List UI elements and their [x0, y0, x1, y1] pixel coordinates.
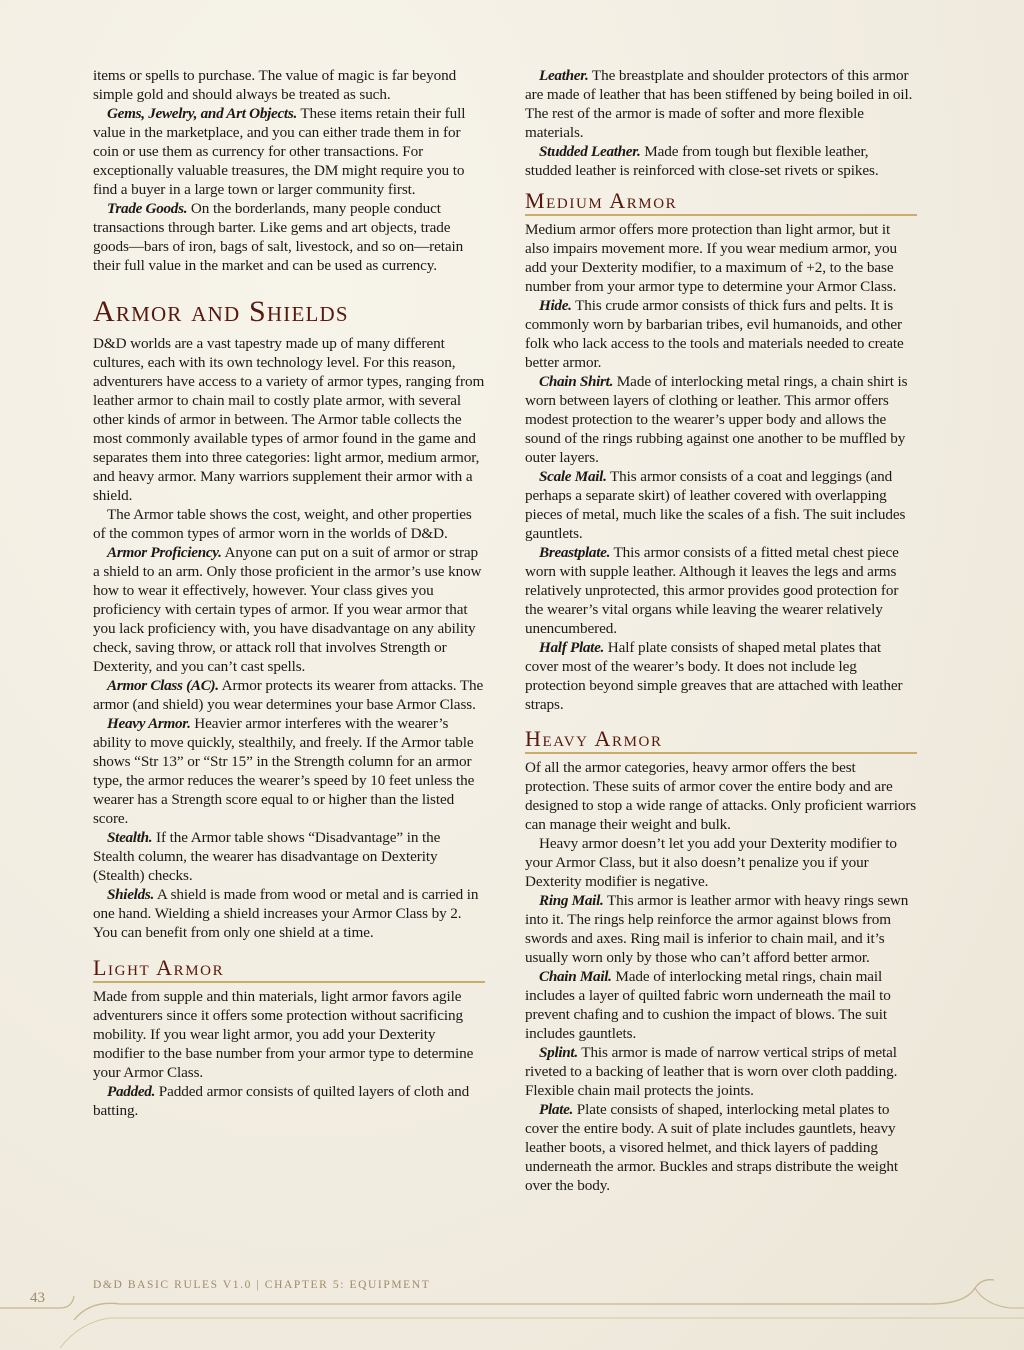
- run-in-heading: Hide.: [539, 297, 572, 314]
- paragraph-scale-mail: Scale Mail. This armor consists of a coat and leggings (and perhaps a separate skirt) of leather covered with overlapping pieces of metal, much like the scales of a fish. The suit includes gauntlets.: [525, 468, 906, 542]
- run-in-heading: Ring Mail.: [539, 892, 604, 909]
- paragraph-gems: Gems, Jewelry, and Art Objects. These items retain their full value in the marketplace, and you can either trade them in for coin or use them as currency for other transactions. For exceptionally valuable treasures, the DM might require you to find a buyer in a large town or larger community first.: [93, 105, 466, 198]
- paragraph-shields: Shields. A shield is made from wood or metal and is carried in one hand. Wielding a shield increases your Armor Class by 2. You can benefit from only one shield at a time.: [93, 886, 479, 941]
- run-in-heading: Armor Class (AC).: [107, 677, 219, 694]
- run-in-heading: Chain Mail.: [539, 968, 612, 985]
- run-in-heading: Trade Goods.: [107, 200, 188, 217]
- run-in-heading: Plate.: [539, 1101, 574, 1118]
- run-in-heading: Half Plate.: [539, 639, 605, 656]
- paragraph-medium-armor: Medium armor offers more protection than light armor, but it also impairs movement more. If you wear medium armor, you add your Dexterity modifier, to a maximum of +2, to the base number from your armor type to determine your Armor Class.: [525, 221, 898, 295]
- paragraph-ring-mail: Ring Mail. This armor is leather armor with heavy rings sewn into it. The rings help reinforce the armor against blows from swords and axes. Ring mail is inferior to chain mail, and it’s usually worn only by those who can’t afford better armor.: [525, 892, 909, 966]
- page-number: 43: [30, 1290, 45, 1306]
- run-in-heading: Padded.: [107, 1083, 156, 1100]
- subheading-heavy-armor: Heavy Armor: [525, 727, 917, 754]
- paragraph-armor-intro: D&D worlds are a vast tapestry made up of many different cultures, each with its own technology level. For this reason, adventurers have access to a variety of armor types, ranging from leather armor to chain mail to costly plate armor, with several other kinds of armor in between. The Armor table collects the most commonly available types of armor found in the game and separates them into three categories: light armor, medium armor, and heavy armor. Many warriors supplement their armor with a shield.: [93, 335, 485, 504]
- paragraph-stealth: Stealth. If the Armor table shows “Disadvantage” in the Stealth column, the wearer has disadvantage on Dexterity (Stealth) checks.: [93, 829, 441, 884]
- run-in-heading: Armor Proficiency.: [107, 544, 222, 561]
- paragraph-light-armor: Made from supple and thin materials, light armor favors agile adventurers since it offers some protection without sacrificing mobility. If you wear light armor, you add your Dexterity modifier to the base number from your armor type to determine your Armor Class.: [93, 988, 474, 1081]
- section-heading-armor-and-shields: Armor and Shields: [93, 295, 349, 328]
- run-in-heading: Breastplate.: [539, 544, 611, 561]
- run-in-heading: Shields.: [107, 886, 154, 903]
- left-column: [93, 66, 485, 1120]
- paragraph-splint: Splint. This armor is made of narrow vertical strips of metal riveted to a backing of leather that is worn over cloth padding. Flexible chain mail protects the joints.: [525, 1044, 898, 1099]
- run-in-heading: Chain Shirt.: [539, 373, 614, 390]
- paragraph-heavy-armor: Of all the armor categories, heavy armor offers the best protection. These suits of armor cover the entire body and are designed to stop a wide range of attacks. Only proficient warriors can manage their weight and bulk.: [525, 759, 917, 833]
- right-column: [525, 66, 917, 1195]
- run-in-heading: Scale Mail.: [539, 468, 607, 485]
- run-in-heading: Stealth.: [107, 829, 153, 846]
- paragraph-padded: Padded. Padded armor consists of quilted layers of cloth and batting.: [93, 1083, 470, 1119]
- paragraph-armor-table: The Armor table shows the cost, weight, and other properties of the common types of armor worn in the worlds of D&D.: [93, 506, 472, 542]
- paragraph-armor-class: Armor Class (AC). Armor protects its wearer from attacks. The armor (and shield) you wear determines your base Armor Class.: [93, 677, 484, 713]
- paragraph-trade-goods: Trade Goods. On the borderlands, many people conduct transactions through barter. Like gems and art objects, trade goods—bars of iron, bags of salt, livestock, and so on—retain their full value in the market and can be used as currency.: [93, 200, 464, 274]
- paragraph-leather: Leather. The breastplate and shoulder protectors of this armor are made of leather that has been stiffened by being boiled in oil. The rest of the armor is made of softer and more flexible materials.: [525, 67, 913, 141]
- run-in-heading: Heavy Armor.: [107, 715, 191, 732]
- run-in-heading: Gems, Jewelry, and Art Objects.: [107, 105, 297, 122]
- paragraph-armor-proficiency: Armor Proficiency. Anyone can put on a suit of armor or strap a shield to an arm. Only those proficient in the armor’s use know how to wear it effectively, however. Your class gives you proficiency with certain types of armor. If you wear armor that you lack proficiency with, you have disadvantage on any ability check, saving throw, or attack roll that involves Strength or Dexterity, and you can’t cast spells.: [93, 544, 482, 675]
- paragraph-hide: Hide. This crude armor consists of thick furs and pelts. It is commonly worn by barbarian tribes, evil humanoids, and other folk who lack access to the tools and materials needed to create better armor.: [525, 297, 904, 371]
- run-in-heading: Leather.: [539, 67, 589, 84]
- paragraph-magic-intro: items or spells to purchase. The value of magic is far beyond simple gold and should always be treated as such.: [93, 67, 457, 103]
- paragraph-chain-shirt: Chain Shirt. Made of interlocking metal rings, a chain shirt is worn between layers of clothing or leather. This armor offers modest protection to the wearer’s upper body and allows the sound of the rings rubbing against one another to be muffled by outer layers.: [525, 373, 908, 466]
- paragraph-chain-mail: Chain Mail. Made of interlocking metal rings, chain mail includes a layer of quilted fabric worn underneath the mail to prevent chafing and to cushion the impact of blows. The suit includes gauntlets.: [525, 968, 891, 1042]
- paragraph-half-plate: Half Plate. Half plate consists of shaped metal plates that cover most of the wearer’s body. It does not include leg protection beyond simple greaves that are attached with leather straps.: [525, 639, 903, 713]
- run-in-heading: Splint.: [539, 1044, 578, 1061]
- footer-ornament: [0, 1260, 1024, 1350]
- subheading-medium-armor: Medium Armor: [525, 189, 917, 216]
- paragraph-heavy-armor-rule: Heavy Armor. Heavier armor interferes with the wearer’s ability to move quickly, stealthily, and freely. If the Armor table shows “Str 13” or “Str 15” in the Strength column for an armor type, the armor reduces the wearer’s speed by 10 feet unless the wearer has a Strength score equal to or higher than the listed score.: [93, 715, 475, 827]
- paragraph-breastplate: Breastplate. This armor consists of a fitted metal chest piece worn with supple leather. Although it leaves the legs and arms relatively unprotected, this armor provides good protection for the wearer’s vital organs while leaving the wearer relatively unencumbered.: [525, 544, 899, 637]
- paragraph-heavy-armor-dex: Heavy armor doesn’t let you add your Dexterity modifier to your Armor Class, but it also doesn’t penalize you if your Dexterity modifier is negative.: [525, 835, 897, 890]
- paragraph-plate: Plate. Plate consists of shaped, interlocking metal plates to cover the entire body. A suit of plate includes gauntlets, heavy leather boots, a visored helmet, and thick layers of padding underneath the armor. Buckles and straps distribute the weight over the body.: [525, 1101, 898, 1194]
- footer-chapter-text: D&D BASIC RULES V1.0 | CHAPTER 5: EQUIPMENT: [93, 1279, 431, 1291]
- subheading-light-armor: Light Armor: [93, 956, 485, 983]
- run-in-heading: Studded Leather.: [539, 143, 641, 160]
- paragraph-studded-leather: Studded Leather. Made from tough but flexible leather, studded leather is reinforced with close-set rivets or spikes.: [525, 143, 879, 179]
